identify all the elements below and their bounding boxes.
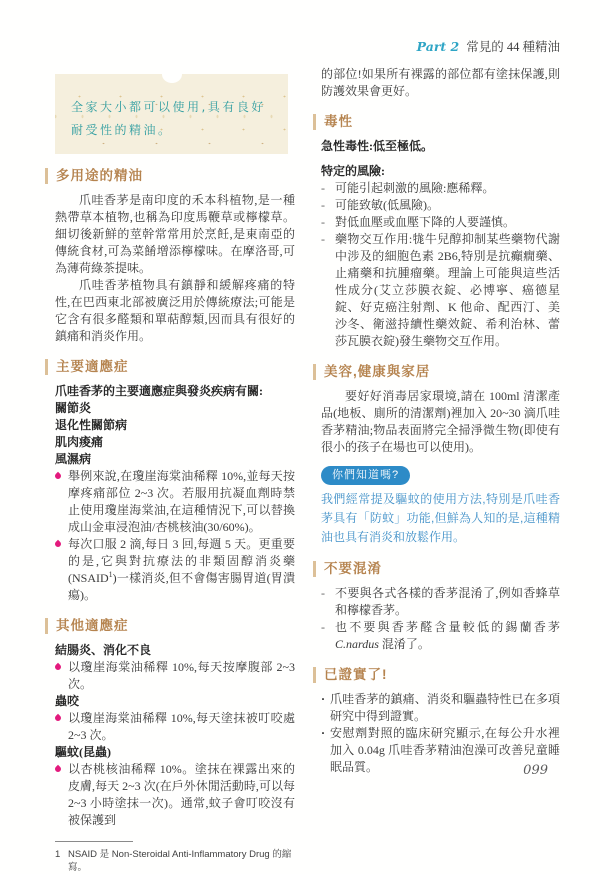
part-label: Part 2 — [416, 39, 460, 54]
list-item-text: 以杏桃核油稀釋 10%。塗抹在裸露出來的皮膚,每天 2~3 次(在戶外休閒活動時,可以每 2~3 小時塗抹一次)。通常,蚊子會叮咬沒有被保護到 — [68, 762, 295, 827]
risk-text: 藥物交互作用:牻牛兒醇抑制某些藥物代謝中涉及的細胞色素 2B6,特別是抗癲癇藥、止痛藥和抗腫瘤藥。理論上可能與這些活性成分(艾立莎膜衣錠、必博寧、癌德星錠、好克癌注射劑、K 他命、配西汀、美沙冬、衛滋持續性藥效錠、希利治林、蕾莎瓦膜衣錠)發生藥物交互作用。 — [335, 232, 560, 348]
page-columns — [45, 66, 560, 874]
confuse-text — [335, 619, 560, 653]
list-item-text: 以瓊崖海棠油稀釋 10%,每天按摩腹部 2~3 次。 — [68, 660, 295, 691]
dash-marker: - — [321, 232, 325, 246]
condition-item: 退化性關節病 — [55, 418, 128, 432]
text-run: )一樣消炎,但不會傷害腸胃道(胃潰瘍)。 — [68, 571, 295, 602]
section-heading-proven: 已證實了! — [313, 667, 560, 683]
section-heading-main-indications: 主要適應症 — [45, 359, 295, 375]
acute-toxicity: 急性毒性:低至極低。 — [321, 139, 433, 153]
highlight-note-card — [55, 74, 288, 154]
proven-item — [321, 691, 560, 725]
specific-risk-label: 特定的風險: — [321, 164, 385, 178]
list-item — [55, 536, 295, 604]
section-heading-beauty-home: 美容,健康與家居 — [313, 364, 560, 380]
condition-item: 風濕病 — [55, 452, 92, 466]
confuse-item — [321, 619, 560, 653]
dash-marker: - — [321, 198, 325, 212]
paragraph: 爪哇香茅是南印度的禾本科植物,是一種熱帶草本植物,也稱為印度馬鞭草或檸檬草。細切後新鮮的莖幹常常用於烹飪,是東南亞的傳統食材,可為菜餚增添檸檬味。在摩洛哥,可為薄荷綠茶提味。 — [55, 193, 295, 275]
risk-text: 可能致敏(低風險)。 — [335, 198, 439, 212]
indications-intro: 爪哇香茅的主要適應症與發炎疾病有關: — [55, 384, 263, 398]
risk-text: 可能引起刺激的風險:應稀釋。 — [335, 181, 495, 195]
condition-label: 驅蚊(昆蟲) — [55, 745, 111, 759]
did-you-know-badge: 你們知道嗎? — [321, 466, 410, 485]
dash-marker: - — [321, 586, 325, 600]
risk-item — [321, 197, 560, 214]
species-name: C.nardus — [335, 637, 379, 651]
dot-marker: · — [321, 692, 326, 706]
card-notch — [162, 66, 182, 83]
list-item — [55, 761, 295, 829]
did-you-know-text: 我們經常提及驅蚊的使用方法,特別是爪哇香茅具有「防蚊」功能,但鮮為人知的是,這種精油也具有消炎和放鬆作用。 — [321, 492, 560, 544]
risk-item — [321, 180, 560, 197]
section-heading-do-not-confuse: 不要混淆 — [313, 561, 560, 577]
risk-item — [321, 231, 560, 350]
list-item-text — [68, 536, 295, 604]
paragraph: 要好好消毒居家環境,請在 100ml 清潔產品(地板、廁所的清潔劑)裡加入 20~30 滴爪哇香茅精油;物品表面將完全掃淨微生物(即使有很小的孩子在場也可以使用)。 — [321, 389, 560, 454]
footnote-ref: 1 — [108, 570, 113, 579]
droplet-icon — [55, 536, 68, 604]
page-number: 099 — [523, 763, 548, 778]
right-column — [313, 66, 560, 874]
section-heading-toxicity: 毒性 — [313, 114, 560, 130]
confuse-text: 不要與各式各樣的香茅混淆了,例如香蜂草和檸檬香茅。 — [335, 586, 560, 617]
risk-text: 對低血壓或血壓下降的人要謹慎。 — [335, 215, 516, 229]
condition-item: 關節炎 — [55, 401, 92, 415]
list-item — [55, 659, 295, 693]
list-item-text: 舉例來說,在瓊崖海棠油稀釋 10%,並每天按摩疼痛部位 2~3 次。若服用抗凝血劑時禁止使用瓊崖海棠油,在這種情況下,可以替換成山金車浸泡油/杏桃核油(30/60%)。 — [68, 469, 295, 534]
condition-label: 蟲咬 — [55, 694, 80, 708]
droplet-icon — [55, 468, 68, 536]
dot-marker: · — [321, 726, 326, 740]
footnote-number: 1 — [55, 849, 61, 860]
section-heading-multipurpose: 多用途的精油 — [45, 168, 295, 184]
footnote-divider — [55, 841, 133, 842]
left-column — [45, 66, 295, 874]
proven-text: 爪哇香茅的鎮痛、消炎和驅蟲特性已在多項研究中得到證實。 — [330, 692, 560, 723]
list-item — [55, 468, 295, 536]
droplet-icon — [55, 710, 68, 744]
note-card-text: 全家大小都可以使用,具有良好耐受性的精油。 — [71, 100, 266, 137]
proven-text: 安慰劑對照的臨床研究顯示,在每公升水裡加入 0.04g 爪哇香茅精油泡澡可改善兒童睡眠品質。 — [330, 726, 560, 774]
paragraph: 爪哇香茅植物具有鎮靜和緩解疼痛的特性,在巴西東北部被廣泛用於傳統療法;可能是它含有很多醛類和單萜醇類,因而具有很好的鎮痛和消炎作用。 — [55, 278, 295, 343]
risk-item — [321, 214, 560, 231]
list-item — [55, 710, 295, 744]
footnote — [55, 841, 295, 874]
dash-marker: - — [321, 215, 325, 229]
part-title: 常見的 44 種精油 — [466, 40, 560, 54]
text-run: 混淆了。 — [378, 637, 430, 651]
continuation-paragraph: 的部位!如果所有裸露的部位都有塗抹保護,則防護效果會更好。 — [321, 67, 560, 98]
condition-label: 結腸炎、消化不良 — [55, 643, 152, 657]
condition-item: 肌肉痠痛 — [55, 435, 104, 449]
list-item-text: 以瓊崖海棠油稀釋 10%,每天塗抹被叮咬處 2~3 次。 — [68, 711, 295, 742]
text-run: 也不要與香茅醛含量較低的錫蘭香茅 — [335, 620, 560, 634]
footnote-text: NSAID 是 Non-Steroidal Anti-Inflammatory Drug 的縮寫。 — [68, 849, 292, 873]
section-heading-other-indications: 其他適應症 — [45, 618, 295, 634]
text-run: 每次口服 2 滴,每日 3 回,每週 5 天。更重要的是,它與對抗療法的非類固醇消炎藥(NSAID — [68, 537, 295, 585]
dash-marker: - — [321, 181, 325, 195]
running-header — [417, 38, 560, 56]
droplet-icon — [55, 659, 68, 693]
droplet-icon — [55, 761, 68, 829]
confuse-item — [321, 585, 560, 619]
dash-marker: - — [321, 620, 325, 634]
